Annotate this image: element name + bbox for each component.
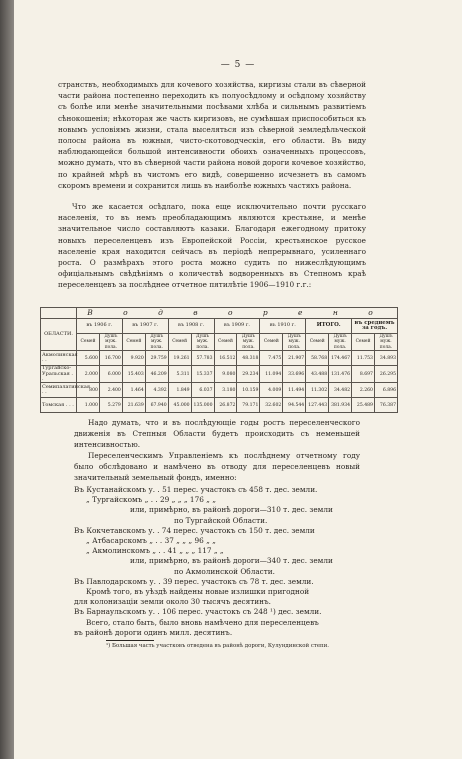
value-cell: 45.000: [168, 398, 191, 413]
value-cell: 26.295: [374, 366, 397, 383]
value-cell: 33.696: [283, 366, 306, 383]
value-cell: 11.494: [283, 383, 306, 398]
value-cell: 127.443: [306, 398, 329, 413]
value-cell: 3.180: [214, 383, 237, 398]
value-cell: 4.009: [260, 383, 283, 398]
regions-header: ОБЛАСТИ.: [41, 319, 77, 351]
value-cell: 1.849: [168, 383, 191, 398]
allotment-line: „ Атбасарскомъ „ . . 37 „ „ „ 96 „ „: [86, 536, 216, 545]
book-binding-edge: [0, 0, 14, 759]
allotment-line: „ Акмолинскомъ „ . . 41 „ „ „ 117 „ „: [86, 546, 224, 556]
value-cell: 26.872: [214, 398, 237, 413]
value-cell: 15.337: [191, 366, 214, 383]
souls-subheader: Душъ муж. пола.: [145, 334, 168, 351]
value-cell: 21.639: [122, 398, 145, 413]
value-cell: 29.759: [145, 351, 168, 366]
year-header: въ 1909 г.: [214, 319, 260, 334]
value-cell: 16.512: [214, 351, 237, 366]
value-cell: 67.940: [145, 398, 168, 413]
value-cell: 46.209: [145, 366, 168, 383]
settlers-table: [40, 307, 398, 413]
value-cell: 6.000: [99, 366, 122, 383]
value-cell: 34.482: [329, 383, 352, 398]
allotment-line: или, примѣрно, въ районѣ дороги—310 т. дес. земли: [130, 505, 333, 515]
value-cell: 25.489: [352, 398, 375, 413]
allotment-line: или, примѣрно, въ районѣ дороги—340 т. дес. земли: [130, 556, 333, 566]
families-subheader: Семей: [352, 334, 375, 351]
value-cell: 57.783: [191, 351, 214, 366]
value-cell: 16.700: [99, 351, 122, 366]
allotment-line: по Акмолинской Области.: [174, 566, 275, 576]
value-cell: 381.934: [329, 398, 352, 413]
allotment-line: Въ Павлодарскомъ у. . 39 перес. участокъ съ 78 т. дес. земли.: [74, 576, 314, 586]
paragraph-nomadic-economy: странствъ, необходимыхъ для кочевого хозяйства, киргизы стали въ сѣверной части района постепенно переходить къ полуосѣдлому и осѣдлому хозяйству съ болѣе или менѣе значительными посѣвами хлѣба и сильнымъ развитіемъ сѣнокошенія; нѣкоторая же часть киргизовъ, не сумѣвшая приспособиться къ новымъ условіямъ жизни, стала выселяться изъ сѣверной земледѣльческой полосы района въ южныя, чисто-скотоводческія, его области. Въ виду наблюдающейся большой интенсивности обоихъ означенныхъ процессовъ, можно думать, что въ сѣверной части района новой дороги кочевое хозяйство, по крайней мѣрѣ въ чистомъ его видѣ, совершенно исчезнетъ въ самомъ скоромъ времени и сохранится лишь въ наиболѣе южныхъ частяхъ района.: [58, 80, 366, 190]
value-cell: 2.400: [99, 383, 122, 398]
value-cell: 9.080: [214, 366, 237, 383]
year-header: въ 1908 г.: [168, 319, 214, 334]
value-cell: 5.600: [77, 351, 100, 366]
value-cell: 11.753: [352, 351, 375, 366]
value-cell: 76.387: [374, 398, 397, 413]
page-number: — 5 —: [220, 60, 256, 70]
allotment-line: въ районѣ дороги одинъ милл. десятинъ.: [74, 627, 233, 637]
souls-subheader: Душъ муж. пола.: [237, 334, 260, 351]
value-cell: 135.000: [191, 398, 214, 413]
value-cell: 1.000: [77, 398, 100, 413]
families-subheader: Семей: [122, 334, 145, 351]
allotment-line: Всего, стало быть, было вновь намѣчено для переселенцевъ: [86, 617, 319, 627]
value-cell: 43.488: [306, 366, 329, 383]
year-header: въ 1907 г.: [122, 319, 168, 334]
year-header: въ 1906 г.: [77, 319, 123, 334]
year-header: въ 1910 г.: [260, 319, 306, 334]
value-cell: 48.318: [237, 351, 260, 366]
families-subheader: Семей: [260, 334, 283, 351]
families-subheader: Семей: [306, 334, 329, 351]
total-header: ИТОГО.: [306, 319, 352, 334]
value-cell: 21.907: [283, 351, 306, 366]
allotment-line: для колонизаціи земли около 30 тысячъ десятинъ.: [74, 597, 271, 607]
value-cell: 58.768: [306, 351, 329, 366]
table-row: [41, 383, 398, 398]
value-cell: 6.896: [374, 383, 397, 398]
value-cell: 9.920: [122, 351, 145, 366]
value-cell: 6.037: [191, 383, 214, 398]
families-subheader: Семей: [77, 334, 100, 351]
table-row: [41, 398, 398, 413]
allotment-line: Въ Кустанайскомъ у. . 51 перес. участокъ съ 458 т. дес. земли.: [74, 485, 318, 494]
value-cell: 800: [77, 383, 100, 398]
value-cell: 15.403: [122, 366, 145, 383]
souls-subheader: Душъ муж. пола.: [191, 334, 214, 351]
value-cell: 32.602: [260, 398, 283, 413]
region-cell: Семипалатинская . .: [41, 383, 77, 398]
value-cell: 34.893: [374, 351, 397, 366]
region-cell: Тургайско-Уральская . .: [41, 366, 77, 383]
value-cell: 7.475: [260, 351, 283, 366]
value-cell: 10.159: [237, 383, 260, 398]
allotment-line: „ Тургайскомъ „ . . 29 „ „ „ 176 „ „: [86, 495, 217, 505]
table-row: [41, 366, 398, 383]
value-cell: 5.311: [168, 366, 191, 383]
souls-subheader: Душъ муж. пола.: [374, 334, 397, 351]
families-subheader: Семей: [168, 334, 191, 351]
value-cell: 2.000: [77, 366, 100, 383]
footnote: ¹) Большая часть участковъ отведена въ районѣ дороги, Кулундинской степи.: [106, 643, 329, 649]
value-cell: 1.464: [122, 383, 145, 398]
value-cell: 29.234: [237, 366, 260, 383]
value-cell: 94.544: [283, 398, 306, 413]
average-header: въ среднемъ за годъ.: [352, 319, 398, 334]
allotment-line: Въ Барнаульскомъ у. . 106 перес. участокъ съ 248 ¹) дес. земли.: [74, 607, 322, 617]
footnote-rule: [106, 640, 154, 641]
value-cell: 19.261: [168, 351, 191, 366]
allotment-line: Въ Кокчетавскомъ у. . 74 перес. участокъ съ 150 т. дес. земли: [74, 525, 315, 535]
value-cell: 5.279: [99, 398, 122, 413]
region-cell: Акмолинская . .: [41, 351, 77, 366]
value-cell: 79.171: [237, 398, 260, 413]
value-cell: 2.260: [352, 383, 375, 398]
value-cell: 11.094: [260, 366, 283, 383]
value-cell: 8.697: [352, 366, 375, 383]
allotment-line: по Тургайской Области.: [174, 515, 268, 525]
value-cell: 4.392: [145, 383, 168, 398]
table-row: [41, 351, 398, 366]
families-subheader: Семей: [214, 334, 237, 351]
souls-subheader: Душъ муж. пола.: [283, 334, 306, 351]
region-cell: Томская . . .: [41, 398, 77, 413]
souls-subheader: Душъ муж. пола.: [329, 334, 352, 351]
paragraph-settled-population: Что же касается осѣдлаго, пока еще исключительно почти русскаго населенія, то въ немъ преобладающимъ являются крестьяне, и менѣе значительное число составляютъ казаки. Благодаря ежегодному притоку новыхъ переселенцевъ изъ Европейской Россіи, крестьянское русское населеніе края находится сейчасъ въ періодѣ непрерывнаго, усиленнаго роста. О размѣрахъ этого роста можно судить по нижеслѣдующимъ офиціальнымъ свѣдѣніямъ о количествѣ водворенныхъ въ Степномъ краѣ переселенцевъ за послѣднее отчетное пятилѣтіе 1906—1910 г.г.:: [58, 202, 366, 290]
paragraph-forecast: Надо думать, что и въ послѣдующіе годы ростъ переселенческого движенія въ Степныя Области будетъ происходить съ неменьшей интенсивностью.: [74, 418, 360, 450]
value-cell: 174.467: [329, 351, 352, 366]
souls-subheader: Душъ муж. пола.: [99, 334, 122, 351]
table-title: В о д в о р е н о: [77, 308, 398, 319]
paragraph-land-fund: Переселенческимъ Управленіемъ къ послѣднему отчетному году было обслѣдовано и намѣчено въ отводу для переселенцевъ новый значительный земельный фондъ, именно:: [74, 451, 360, 483]
allotment-line: Кромѣ того, въ уѣздѣ найдены новые излишки пригодной: [86, 587, 310, 596]
book-page: [14, 0, 462, 759]
table-corner-cell: [41, 308, 77, 319]
value-cell: 11.302: [306, 383, 329, 398]
value-cell: 131.476: [329, 366, 352, 383]
